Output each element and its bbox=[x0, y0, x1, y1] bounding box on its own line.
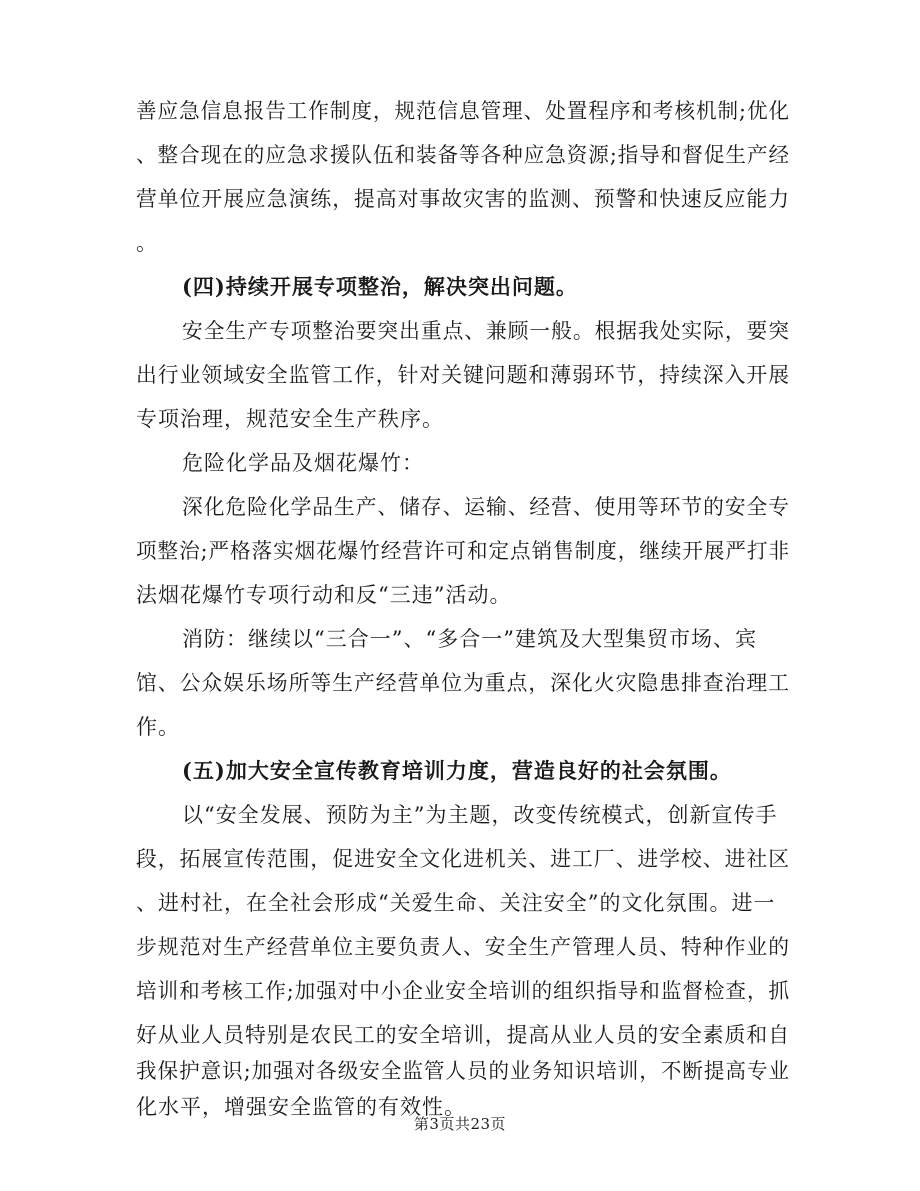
text-line: 步规范对生产经营单位主要负责人、安全生产管理人员、特种作业的 bbox=[136, 935, 790, 959]
section-heading-5: (五)加大安全宣传教育培训力度，营造良好的社会氛围。 bbox=[182, 758, 732, 783]
text-line: 、整合现在的应急求援队伍和装备等各种应急资源;指导和督促生产经 bbox=[136, 143, 791, 167]
text-line: 危险化学品及烟花爆竹： bbox=[182, 451, 424, 475]
text-line: 好从业人员特别是农民工的安全培训，提高从业人员的安全素质和自 bbox=[136, 1023, 790, 1047]
text-line: 消防：继续以“三合一”、“多合一”建筑及大型集贸市场、宾 bbox=[182, 627, 757, 651]
text-line: 、进村社，在全社会形成“关爱生命、关注安全”的文化氛围。进一 bbox=[136, 891, 776, 915]
text-line: 培训和考核工作;加强对中小企业安全培训的组织指导和监督检查，抓 bbox=[136, 979, 791, 1003]
page-number-footer: 第3页共23页 bbox=[413, 1115, 507, 1133]
text-line: 项整治;严格落实烟花爆竹经营许可和定点销售制度，继续开展严打非 bbox=[136, 539, 791, 563]
text-line: 以“安全发展、预防为主”为主题，改变传统模式，创新宣传手 bbox=[182, 803, 778, 827]
text-line: 安全生产专项整治要突出重点、兼顾一般。根据我处实际，要突 bbox=[182, 319, 790, 343]
text-line: 专项治理，规范安全生产秩序。 bbox=[136, 407, 444, 431]
text-line: 善应急信息报告工作制度，规范信息管理、处置程序和考核机制;优化 bbox=[136, 99, 791, 123]
text-line: 深化危险化学品生产、储存、运输、经营、使用等环节的安全专 bbox=[182, 495, 790, 519]
text-line: 段，拓展宣传范围，促进安全文化进机关、进工厂、进学校、进社区 bbox=[136, 847, 790, 871]
text-line: 营单位开展应急演练，提高对事故灾害的监测、预警和快速反应能力 bbox=[136, 187, 790, 211]
text-line: 出行业领域安全监管工作，针对关键问题和薄弱环节，持续深入开展 bbox=[136, 363, 790, 387]
text-line: 化水平，增强安全监管的有效性。 bbox=[136, 1095, 466, 1119]
text-line: 馆、公众娱乐场所等生产经营单位为重点，深化火灾隐患排查治理工 bbox=[136, 671, 790, 695]
text-line: 法烟花爆竹专项行动和反“三违”活动。 bbox=[136, 583, 512, 607]
text-line: 作。 bbox=[136, 715, 180, 739]
text-line: 我保护意识;加强对各级安全监管人员的业务知识培训，不断提高专业 bbox=[136, 1059, 791, 1083]
text-line: 。 bbox=[136, 231, 158, 255]
section-heading-4: (四)持续开展专项整治，解决突出问题。 bbox=[182, 274, 578, 299]
